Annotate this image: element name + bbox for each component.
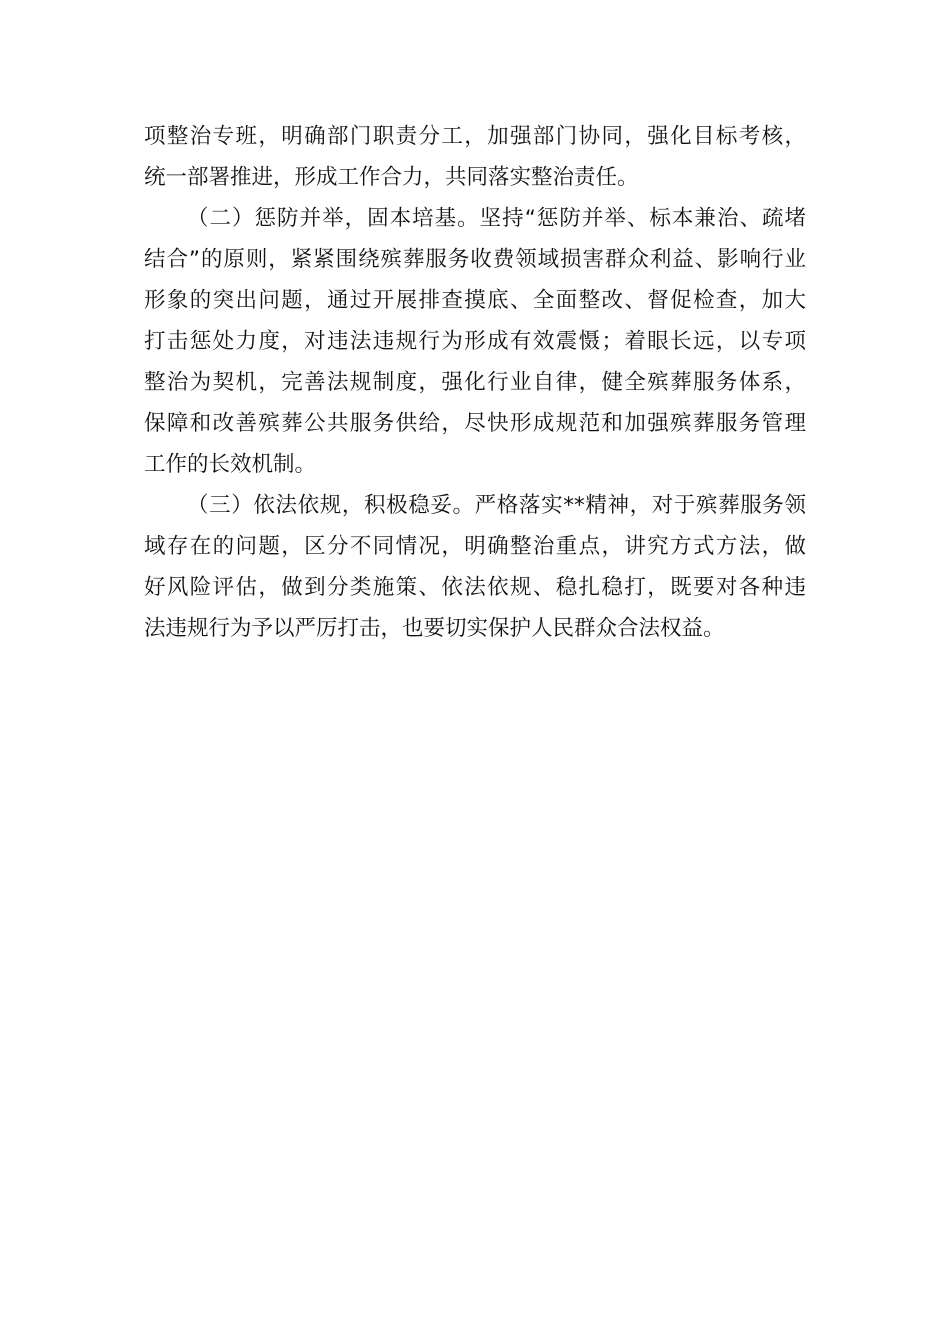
paragraph-line: 整治为契机，完善法规制度，强化行业自律，健全殡葬服务体系，: [144, 370, 806, 395]
document-body: [144, 116, 806, 649]
paragraph-line: 域存在的问题，区分不同情况，明确整治重点，讲究方式方法，做: [144, 534, 806, 559]
paragraph-line: 保障和改善殡葬公共服务供给，尽快形成规范和加强殡葬服务管理: [144, 411, 806, 436]
paragraph-line: 法违规行为予以严厉打击，也要切实保护人民群众合法权益。: [144, 616, 725, 641]
paragraph-line: 打击惩处力度，对违法违规行为形成有效震慑；着眼长远，以专项: [144, 329, 806, 354]
paragraph-line: 结合”的原则，紧紧围绕殡葬服务收费领域损害群众利益、影响行业: [144, 247, 806, 272]
paragraph-line: 工作的长效机制。: [144, 452, 317, 477]
paragraph-line: 好风险评估，做到分类施策、依法依规、稳扎稳打，既要对各种违: [144, 575, 806, 600]
paragraph-3: [144, 485, 806, 649]
paragraph-line: 形象的突出问题，通过开展排查摸底、全面整改、督促检查，加大: [144, 288, 806, 313]
paragraph-line: 统一部署推进，形成工作合力，共同落实整治责任。: [144, 165, 639, 190]
paragraph-line: 项整治专班，明确部门职责分工，加强部门协同，强化目标考核，: [144, 124, 806, 149]
paragraph-2: [144, 198, 806, 485]
paragraph-1: [144, 116, 806, 198]
paragraph-line: （三）依法依规，积极稳妥。严格落实**精神，对于殡葬服务领: [187, 493, 806, 518]
paragraph-line: （二）惩防并举，固本培基。坚持“惩防并举、标本兼治、疏堵: [187, 206, 806, 231]
